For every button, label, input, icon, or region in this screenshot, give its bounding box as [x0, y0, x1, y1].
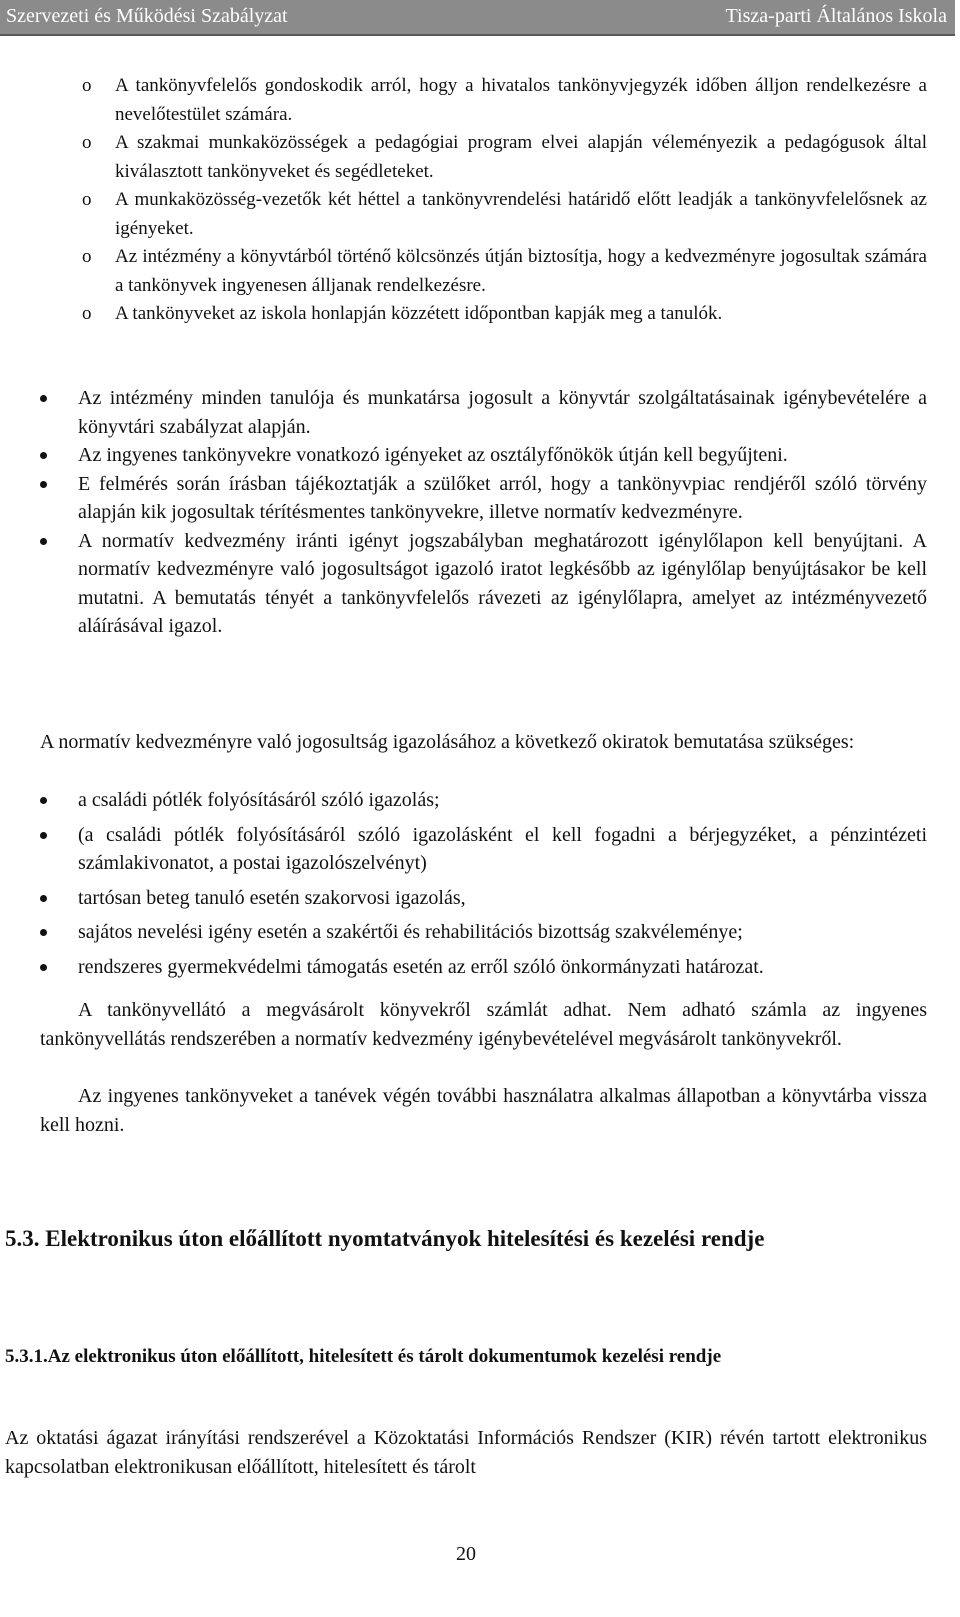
page-header [0, 0, 955, 34]
bullet-icon [40, 964, 47, 971]
sub-list-item: o A tankönyveket az iskola honlapján közzétett időpontban kapják meg a tanulók. [82, 303, 723, 324]
list-item: A normatív kedvezmény iránti igényt jogszabályban meghatározott igénylőlapon kell benyújtani. A normatív kedvezményre való jogosultságot igazoló iratot legkésőbb az igénylőlap benyújtásakor be kell mutatni. A bemutatás tényét a tankönyvfelelős rávezeti az igénylőlapra, amelyet az intézményvezető aláírásával igazol. [40, 527, 927, 641]
bullet-list-library [40, 384, 927, 641]
list-item: rendszeres gyermekvédelmi támogatás esetén az erről szóló önkormányzati határozat. [40, 953, 927, 982]
bullet-icon [40, 481, 47, 488]
bullet-icon [40, 832, 47, 839]
subsection-heading: 5.3.1.Az elektronikus úton előállított, hitelesített és tárolt dokumentumok kezelési rendje [5, 1346, 722, 1367]
page-number: 20 [456, 1543, 476, 1565]
list-item: Az ingyenes tankönyvekre vonatkozó igényeket az osztályfőnökök útján kell begyűjteni. [40, 441, 927, 470]
sub-list-item: o A munkaközösség-vezetők két héttel a tankönyvrendelési határidő előtt leadják a tankönyvfelelősnek az igényeket. [82, 189, 927, 239]
sub-list [82, 72, 927, 329]
section-heading: 5.3. Elektronikus úton előállított nyomtatványok hitelesítési és kezelési rendje [5, 1226, 765, 1251]
paragraph-intro: A normatív kedvezményre való jogosultság igazolásához a következő okiratok bemutatása szükséges: [40, 731, 855, 753]
list-item: (a családi pótlék folyósításáról szóló igazolásként el kell fogadni a bérjegyzéket, a pénzintézeti számlakivonatot, a postai igazolószelvényt) [40, 821, 927, 878]
list-item: sajátos nevelési igény esetén a szakértői és rehabilitációs bizottság szakvéleménye; [40, 918, 927, 947]
sub-list-item: o A szakmai munkaközösségek a pedagógiai program elvei alapján véleményezik a pedagógusok által kiválasztott tankönyveket és segédleteket. [82, 132, 927, 182]
sub-list-item: o Az intézmény a könyvtárból történő kölcsönzés útján biztosítja, hogy a kedvezményre jogosultak számára a tankönyvek ingyenesen álljanak rendelkezésre. [82, 246, 927, 296]
bullet-icon [40, 929, 47, 936]
list-item: tartósan beteg tanuló esetén szakorvosi igazolás, [40, 884, 927, 913]
list-item: E felmérés során írásban tájékoztatják a szülőket arról, hogy a tankönyvpiac rendjéről szóló törvény alapján kik jogosultak térítésmentes tankönyvekre, illetve normatív kedvezményre. [40, 470, 927, 527]
sub-list-item: o A tankönyvfelelős gondoskodik arról, hogy a hivatalos tankönyvjegyzék időben álljon rendelkezésre a nevelőtestület számára. [82, 75, 927, 125]
paragraph-invoice: A tankönyvellátó a megvásárolt könyvekről számlát adhat. Nem adható számla az ingyenes tankönyvellátás rendszerében a normatív kedvezmény igénybevételével megvásárolt tankönyvekről. [40, 999, 927, 1050]
bullet-icon [40, 797, 47, 804]
header-school-name: Tisza-parti Általános Iskola [725, 5, 947, 27]
list-item: Az intézmény minden tanulója és munkatársa jogosult a könyvtár szolgáltatásainak igénybevételére a könyvtári szabályzat alapján. [40, 384, 927, 441]
bullet-icon [40, 538, 47, 545]
paragraph-return: Az ingyenes tankönyveket a tanévek végén további használatra alkalmas állapotban a könyvtárba vissza kell hozni. [40, 1085, 927, 1136]
bullet-list-documents [40, 786, 927, 981]
paragraph-kir: Az oktatási ágazat irányítási rendszerével a Közoktatási Információs Rendszer (KIR) révén tartott elektronikus kapcsolatban elektronikusan előállított, hitelesített és tárolt [5, 1427, 927, 1478]
header-document-title: Szervezeti és Működési Szabályzat [6, 5, 288, 27]
bullet-icon [40, 395, 47, 402]
header-rule [0, 34, 955, 36]
bullet-icon [40, 895, 47, 902]
bullet-icon [40, 452, 47, 459]
list-item: a családi pótlék folyósításáról szóló igazolás; [40, 786, 927, 815]
